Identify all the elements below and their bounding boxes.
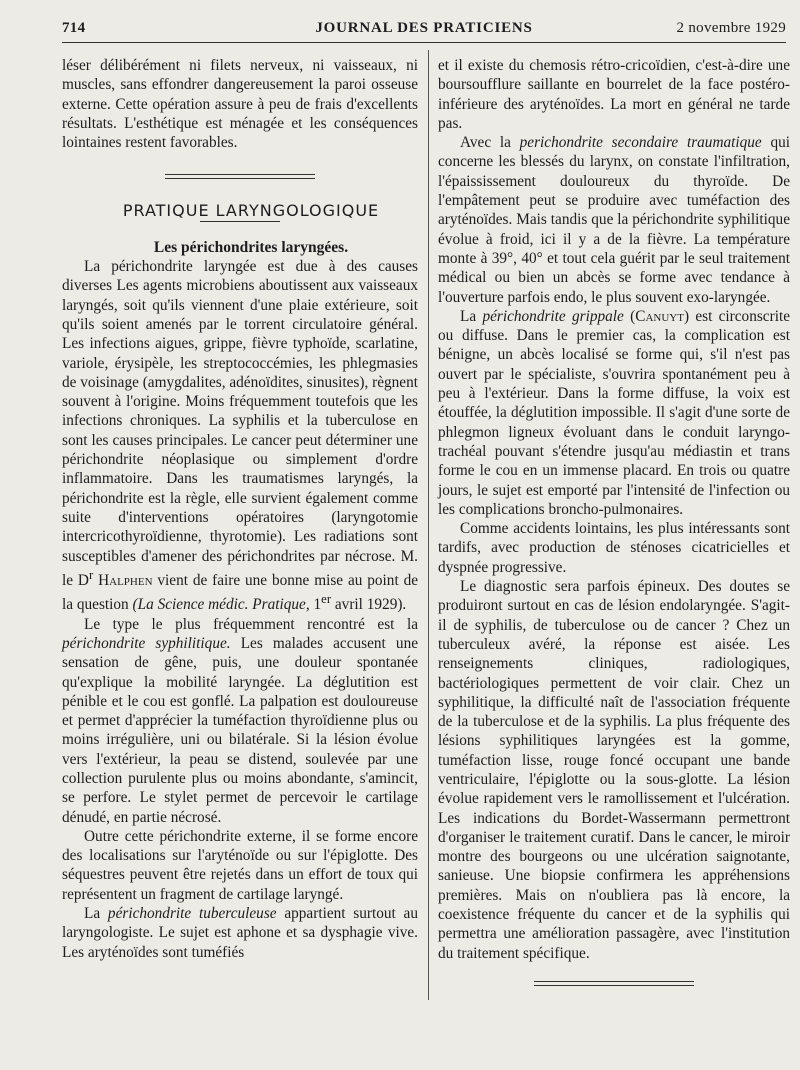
section-separator bbox=[165, 174, 315, 179]
issue-date: 2 novembre 1929 bbox=[676, 20, 786, 36]
column-divider bbox=[428, 50, 429, 1000]
section-title: PRATIQUE LARYNGOLOGIQUE bbox=[122, 201, 380, 221]
paragraph-causes: La périchondrite laryngée est due à des causes diverses Les agents microbiens aboutissent aux vaisseaux laryngés, soit qu'ils viennent d'une plaie extérieure, soit qu'ils soient amenés par le torrent circulatoire général. Les infections aigues, grippe, fièvre typhoïde, scarlatine, variole, érysipèle, les streptococcémies, les phlegmasies de voisinage (amygdalites, adénoïdites, sinusites), règnent souvent à l'origine. Moins fréquemment toutefois que les infections chroniques. La syphilis et la tuberculose en sont les causes principales. Le cancer peut déterminer une périchondrite néoplasique ou simplement d'ordre inflammatoire. Dans les traumatismes laryngés, la périchondrite est la règle, elle survient également comme suite d'interventions opératoires (laryngotomie intercricothyroïdienne, thyrotomie). Les radiations sont susceptibles d'amener des périchondrites par nécrose. M. le $D^r$ Halphen vient de faire une bonne mise au point de la question (La Science médic. Pratique, 1er avril 1929). bbox=[62, 258, 419, 614]
intro-paragraph: léser délibérément ni filets nerveux, ni vaisseaux, ni muscles, sans effondrer dangereusement la paroi osseuse externe. Cette opération assure à peu de frais d'excellents résultats. L'esthétique est ménagée et les conséquences lointaines restent favorables. bbox=[62, 57, 418, 152]
page-header bbox=[62, 16, 786, 43]
paragraph-chemosis: et il existe du chemosis rétro-cricoïdien, c'est-à-dire une boursoufflure saillante en bourrelet de la face postéro-inférieure des aryténoïdes. La mort en général ne tarde pas. bbox=[438, 57, 790, 132]
page-number: 714 bbox=[62, 20, 86, 36]
right-column bbox=[438, 56, 790, 986]
paragraph-late-accidents: Comme accidents lointains, les plus intéressants sont tardifs, avec production de sténoses cicatricielles et dyspnée progressive. bbox=[438, 520, 790, 576]
paragraph-external: Outre cette périchondrite externe, il se forme encore des localisations sur l'aryténoïde ou sur l'épiglotte. Des séquestres peuvent être rejetés dans un effort de toux qui représentent un fragment de cartilage laryngé. bbox=[62, 827, 418, 903]
paragraph-diagnosis: Le diagnostic sera parfois épineux. Des doutes se produiront surtout en cas de lésion endolaryngée. S'agit-il de syphilis, de tuberculose ou de cancer ? Chez un tuberculeux avéré, la réponse est aisée. Les renseignements cliniques, radiologiques, bactériologiques permettent de voir clair. Chez un syphilitique, la difficulté naît de l'association fréquente de la tuberculose et de la syphilis. La plus fréquente des lésions syphilitiques laryngées est la gomme, tuméfaction lisse, rouge foncé occupant une bande ventriculaire, l'épiglotte ou la sous-glotte. La lésion évolue rapidement vers le ramollissement et l'ulcération. Les indications du Bordet-Wassermann permettront d'organiser le traitement curatif. Dans le cancer, le miroir montre des bourgeons ou une ulcération saignotante, sanieuse. Une biopsie confirmera les appréhensions premières. Mais on n'oubliera pas là encore, la coexistence fréquente du cancer et de la syphilis qui permettra une amélioration passagère, avec l'institution du traitement spécifique. bbox=[438, 578, 790, 962]
paragraph-grippal: La périchondrite grippale (Canuyt) est circonscrite ou diffuse. Dans le premier cas, la complication est bénigne, un abcès localisé se forme qui, s'il n'est pas ouvert par le spécialiste, s'ouvrira spontanément peu à peu à l'extérieur. Dans la forme diffuse, la voix est étouffée, la déglutition impossible. Il s'agit d'une sorte de phlegmon ligneux évoluant dans le conduit laryngo-trachéal pouvant s'étendre jusqu'au médiastin et trans forme le cou en un immense placard. En trois ou quatre jours, le sujet est emporté par l'intensité de l'infection ou les complications broncho-pulmonaires. bbox=[438, 307, 790, 518]
left-column bbox=[62, 56, 418, 962]
paragraph-syphilitic: Le type le plus fréquemment rencontré est la périchondrite syphilitique. Les malades accusent une sensation de gêne, puis, une douleur spontanée qu'explique la mobilité laryngée. La déglutition est pénible et le cou est gonflé. La palpation est douloureuse et permet d'apprécier la tuméfaction thyroïdienne plus ou moins irrégulière, uni ou bilatérale. Si la lésion évolue vers l'extérieur, la peau se distend, soulevée par une collection purulente plus ou moins abondante, s'amincit, se perfore. Le stylet permet de percevoir le cartilage dénudé, en partie nécrosé. bbox=[62, 615, 419, 826]
title-underline bbox=[200, 221, 280, 222]
journal-title: JOURNAL DES PRATICIENS bbox=[315, 20, 533, 36]
article-subtitle: Les périchondrites laryngées. bbox=[153, 238, 349, 256]
paragraph-tuberculous: La périchondrite tuberculeuse appartient surtout au laryngologiste. Le sujet est aphone et sa dysphagie vive. Les aryténoïdes sont tuméfiés bbox=[62, 905, 418, 961]
paragraph-traumatic: Avec la perichondrite secondaire traumatique qui concerne les blessés du larynx, on constate l'infiltration, l'épaississement douloureux du thyroïde. De l'empâtement peut se produire avec tuméfaction des aryténoïdes. Mais tandis que la périchondrite syphilitique évolue à froid, ici il y a de la fièvre. La température monte à 39°, 40° et tout cela guérit par le seul traitement médical ou bien un abcès se forme avec tendance à l'ouverture parfois endo, le plus souvent exo-laryngée. bbox=[438, 134, 791, 306]
end-separator bbox=[534, 981, 694, 986]
